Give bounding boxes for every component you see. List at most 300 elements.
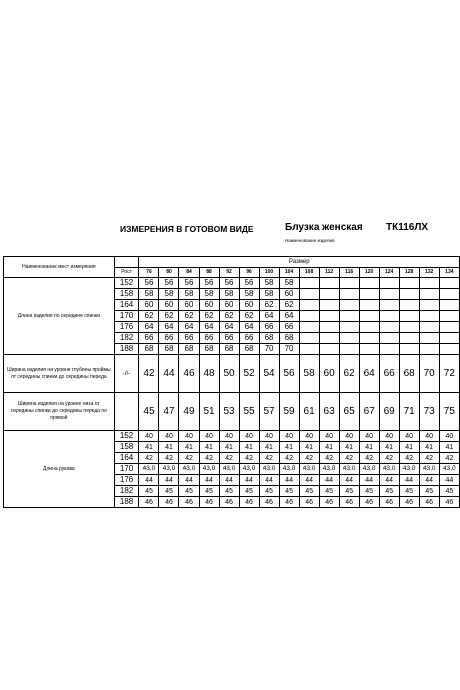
- value-cell: 44: [139, 475, 159, 486]
- value-cell: 66: [219, 333, 239, 344]
- value-cell: 41: [259, 442, 279, 453]
- product-caption: Наименование изделия: [285, 238, 335, 243]
- size-header-cell: 124: [379, 268, 399, 278]
- value-cell: 42: [159, 453, 179, 464]
- value-cell: 64: [279, 311, 299, 322]
- value-cell: [399, 311, 419, 322]
- height-cell: 176: [114, 475, 139, 486]
- value-cell: 45: [339, 486, 359, 497]
- value-cell: 68: [279, 333, 299, 344]
- value-cell: [299, 311, 319, 322]
- value-cell: 40: [139, 431, 159, 442]
- size-header-cell: 134: [439, 268, 459, 278]
- value-cell: 45: [219, 486, 239, 497]
- value-cell: 45: [379, 486, 399, 497]
- value-cell: 40: [299, 431, 319, 442]
- value-cell: 43,0: [139, 464, 159, 475]
- value-cell: 42: [199, 453, 219, 464]
- value-cell: 43,0: [259, 464, 279, 475]
- value-cell: 56: [279, 355, 299, 393]
- value-cell: 66: [199, 333, 219, 344]
- value-cell: 66: [239, 333, 259, 344]
- value-cell: 42: [359, 453, 379, 464]
- measurement-name: Длина рукава: [4, 431, 115, 508]
- value-cell: 44: [319, 475, 339, 486]
- value-cell: 44: [239, 475, 259, 486]
- value-cell: 46: [279, 497, 299, 508]
- value-cell: 48: [199, 355, 219, 393]
- value-cell: 46: [339, 497, 359, 508]
- value-cell: 58: [179, 289, 199, 300]
- value-cell: 41: [399, 442, 419, 453]
- value-cell: [319, 278, 339, 289]
- value-cell: [439, 289, 459, 300]
- product-code: ТК116ЛХ: [386, 222, 429, 233]
- value-cell: 68: [159, 344, 179, 355]
- value-cell: [379, 300, 399, 311]
- value-cell: 42: [139, 453, 159, 464]
- value-cell: 41: [279, 442, 299, 453]
- value-cell: [379, 289, 399, 300]
- value-cell: 40: [259, 431, 279, 442]
- value-cell: 42: [239, 453, 259, 464]
- value-cell: 60: [199, 300, 219, 311]
- value-cell: 41: [439, 442, 459, 453]
- value-cell: 58: [259, 289, 279, 300]
- value-cell: 68: [239, 344, 259, 355]
- height-cell: 158: [114, 289, 139, 300]
- value-cell: 64: [239, 322, 259, 333]
- value-cell: [379, 311, 399, 322]
- value-cell: 58: [279, 278, 299, 289]
- value-cell: [359, 278, 379, 289]
- value-cell: [399, 322, 419, 333]
- value-cell: 45: [419, 486, 439, 497]
- value-cell: 73: [419, 393, 439, 431]
- size-header-cell: 104: [279, 268, 299, 278]
- value-cell: 62: [219, 311, 239, 322]
- value-cell: 40: [379, 431, 399, 442]
- value-cell: 60: [159, 300, 179, 311]
- value-cell: 44: [159, 355, 179, 393]
- value-cell: 42: [439, 453, 459, 464]
- value-cell: 43,0: [439, 464, 459, 475]
- value-cell: [379, 322, 399, 333]
- size-header-cell: 120: [359, 268, 379, 278]
- value-cell: 43,0: [319, 464, 339, 475]
- value-cell: [319, 300, 339, 311]
- value-cell: [299, 344, 319, 355]
- value-cell: 43,0: [159, 464, 179, 475]
- value-cell: 70: [279, 344, 299, 355]
- value-cell: [379, 333, 399, 344]
- value-cell: 72: [439, 355, 459, 393]
- value-cell: 43,0: [399, 464, 419, 475]
- value-cell: 42: [419, 453, 439, 464]
- value-cell: 62: [279, 300, 299, 311]
- value-cell: 41: [339, 442, 359, 453]
- size-header-cell: 96: [239, 268, 259, 278]
- value-cell: 58: [219, 289, 239, 300]
- value-cell: 58: [299, 355, 319, 393]
- value-cell: 45: [299, 486, 319, 497]
- value-cell: [319, 344, 339, 355]
- value-cell: 56: [239, 278, 259, 289]
- col-name-header: Наименование мест измерения: [4, 257, 115, 278]
- value-cell: 58: [239, 289, 259, 300]
- value-cell: 43,0: [379, 464, 399, 475]
- value-cell: [419, 289, 439, 300]
- value-cell: 44: [279, 475, 299, 486]
- value-cell: [339, 278, 359, 289]
- value-cell: 64: [199, 322, 219, 333]
- value-cell: 46: [379, 497, 399, 508]
- value-cell: 44: [399, 475, 419, 486]
- value-cell: 62: [259, 300, 279, 311]
- value-cell: 64: [179, 322, 199, 333]
- value-cell: 46: [199, 497, 219, 508]
- value-cell: 44: [359, 475, 379, 486]
- value-cell: 46: [159, 497, 179, 508]
- value-cell: 54: [259, 355, 279, 393]
- value-cell: [339, 311, 359, 322]
- rost-label: Рост: [114, 268, 139, 278]
- value-cell: 41: [319, 442, 339, 453]
- value-cell: 43,0: [419, 464, 439, 475]
- value-cell: 60: [279, 289, 299, 300]
- value-cell: 46: [179, 497, 199, 508]
- header-row: [4, 257, 460, 268]
- value-cell: 47: [159, 393, 179, 431]
- value-cell: [439, 300, 459, 311]
- height-cell: 164: [114, 300, 139, 311]
- value-cell: 66: [139, 333, 159, 344]
- value-cell: 55: [239, 393, 259, 431]
- value-cell: 46: [359, 497, 379, 508]
- height-cell: 152: [114, 431, 139, 442]
- value-cell: 60: [179, 300, 199, 311]
- value-cell: [399, 333, 419, 344]
- value-cell: 43,0: [299, 464, 319, 475]
- value-cell: [399, 278, 419, 289]
- value-cell: 44: [299, 475, 319, 486]
- value-cell: 42: [319, 453, 339, 464]
- value-cell: 45: [139, 486, 159, 497]
- value-cell: 68: [199, 344, 219, 355]
- value-cell: 44: [219, 475, 239, 486]
- value-cell: [379, 344, 399, 355]
- value-cell: 59: [279, 393, 299, 431]
- value-cell: 43,0: [179, 464, 199, 475]
- value-cell: 68: [219, 344, 239, 355]
- value-cell: 42: [259, 453, 279, 464]
- height-cell: 176: [114, 322, 139, 333]
- value-cell: 60: [239, 300, 259, 311]
- value-cell: 66: [379, 355, 399, 393]
- value-cell: 62: [199, 311, 219, 322]
- value-cell: 67: [359, 393, 379, 431]
- value-cell: 43,0: [239, 464, 259, 475]
- value-cell: 70: [419, 355, 439, 393]
- value-cell: 53: [219, 393, 239, 431]
- value-cell: [359, 344, 379, 355]
- value-cell: 44: [179, 475, 199, 486]
- height-cell: 182: [114, 333, 139, 344]
- value-cell: [439, 333, 459, 344]
- value-cell: [419, 333, 439, 344]
- value-cell: 49: [179, 393, 199, 431]
- measurement-name: Длина изделия по середине спинки: [4, 278, 115, 355]
- value-cell: 41: [219, 442, 239, 453]
- value-cell: 46: [259, 497, 279, 508]
- value-cell: 61: [299, 393, 319, 431]
- value-cell: 45: [139, 393, 159, 431]
- value-cell: 68: [139, 344, 159, 355]
- height-cell: 182: [114, 486, 139, 497]
- value-cell: 42: [299, 453, 319, 464]
- value-cell: 42: [339, 453, 359, 464]
- table-row: [4, 431, 460, 442]
- value-cell: 56: [219, 278, 239, 289]
- value-cell: 41: [199, 442, 219, 453]
- value-cell: 64: [359, 355, 379, 393]
- value-cell: [419, 344, 439, 355]
- value-cell: [339, 344, 359, 355]
- value-cell: [339, 289, 359, 300]
- value-cell: [339, 322, 359, 333]
- size-header-cell: 76: [139, 268, 159, 278]
- height-cell: -//-: [114, 355, 139, 393]
- size-header-cell: 112: [319, 268, 339, 278]
- value-cell: 60: [139, 300, 159, 311]
- value-cell: 60: [319, 355, 339, 393]
- value-cell: 46: [179, 355, 199, 393]
- value-cell: [299, 289, 319, 300]
- value-cell: [419, 311, 439, 322]
- value-cell: 45: [319, 486, 339, 497]
- value-cell: 45: [259, 486, 279, 497]
- value-cell: 40: [319, 431, 339, 442]
- value-cell: 46: [439, 497, 459, 508]
- value-cell: 43,0: [339, 464, 359, 475]
- height-cell: 170: [114, 464, 139, 475]
- size-header-cell: 84: [179, 268, 199, 278]
- measurement-name: Ширина изделия на уровне низа от середины спинки до середины переда по прямой: [4, 393, 115, 431]
- value-cell: 45: [359, 486, 379, 497]
- height-cell: 158: [114, 442, 139, 453]
- value-cell: [439, 344, 459, 355]
- value-cell: [399, 300, 419, 311]
- value-cell: [299, 278, 319, 289]
- value-cell: 69: [379, 393, 399, 431]
- value-cell: 60: [219, 300, 239, 311]
- value-cell: 56: [199, 278, 219, 289]
- sheet-title: ИЗМЕРЕНИЯ В ГОТОВОМ ВИДЕ: [120, 224, 254, 234]
- value-cell: 56: [159, 278, 179, 289]
- value-cell: 56: [179, 278, 199, 289]
- value-cell: 64: [259, 311, 279, 322]
- value-cell: 42: [179, 453, 199, 464]
- value-cell: 44: [159, 475, 179, 486]
- value-cell: 40: [359, 431, 379, 442]
- value-cell: [419, 300, 439, 311]
- value-cell: 64: [139, 322, 159, 333]
- value-cell: 68: [259, 333, 279, 344]
- height-cell: 188: [114, 497, 139, 508]
- size-header-cell: 92: [219, 268, 239, 278]
- size-header-cell: 132: [419, 268, 439, 278]
- size-header-cell: 80: [159, 268, 179, 278]
- value-cell: 40: [199, 431, 219, 442]
- value-cell: [319, 311, 339, 322]
- value-cell: 40: [419, 431, 439, 442]
- value-cell: [339, 300, 359, 311]
- value-cell: 64: [219, 322, 239, 333]
- value-cell: 41: [359, 442, 379, 453]
- blank-cell: [114, 257, 139, 268]
- value-cell: 66: [179, 333, 199, 344]
- value-cell: 46: [299, 497, 319, 508]
- value-cell: 56: [139, 278, 159, 289]
- value-cell: 65: [339, 393, 359, 431]
- value-cell: 45: [399, 486, 419, 497]
- height-cell: 152: [114, 278, 139, 289]
- value-cell: [319, 322, 339, 333]
- value-cell: [359, 289, 379, 300]
- value-cell: 41: [299, 442, 319, 453]
- size-table: [3, 256, 460, 508]
- value-cell: [359, 311, 379, 322]
- value-cell: 46: [319, 497, 339, 508]
- height-cell: 164: [114, 453, 139, 464]
- size-header-cell: 128: [399, 268, 419, 278]
- value-cell: [419, 278, 439, 289]
- value-cell: [399, 289, 419, 300]
- value-cell: 40: [239, 431, 259, 442]
- value-cell: 45: [179, 486, 199, 497]
- value-cell: 40: [279, 431, 299, 442]
- value-cell: 45: [199, 486, 219, 497]
- table-row: [4, 278, 460, 289]
- value-cell: 40: [439, 431, 459, 442]
- value-cell: 62: [139, 311, 159, 322]
- value-cell: 58: [159, 289, 179, 300]
- value-cell: 46: [219, 497, 239, 508]
- value-cell: 46: [399, 497, 419, 508]
- value-cell: 40: [179, 431, 199, 442]
- value-cell: 45: [239, 486, 259, 497]
- value-cell: [439, 278, 459, 289]
- value-cell: [319, 333, 339, 344]
- value-cell: 70: [259, 344, 279, 355]
- value-cell: [299, 333, 319, 344]
- value-cell: [339, 333, 359, 344]
- value-cell: 42: [279, 453, 299, 464]
- value-cell: 46: [239, 497, 259, 508]
- value-cell: 66: [259, 322, 279, 333]
- measurement-name: Ширина изделия на уровне глубины проймы от середины спинки до середины переда: [4, 355, 115, 393]
- size-header-cell: 100: [259, 268, 279, 278]
- value-cell: 46: [419, 497, 439, 508]
- height-cell: 188: [114, 344, 139, 355]
- value-cell: [359, 333, 379, 344]
- value-cell: 40: [159, 431, 179, 442]
- product-name: Блузка женская: [285, 222, 363, 233]
- value-cell: [299, 300, 319, 311]
- value-cell: [439, 311, 459, 322]
- value-cell: 42: [219, 453, 239, 464]
- value-cell: 62: [159, 311, 179, 322]
- value-cell: 58: [199, 289, 219, 300]
- value-cell: 44: [439, 475, 459, 486]
- value-cell: 41: [419, 442, 439, 453]
- value-cell: 43,0: [199, 464, 219, 475]
- value-cell: 66: [279, 322, 299, 333]
- value-cell: [379, 278, 399, 289]
- size-header-cell: 88: [199, 268, 219, 278]
- value-cell: 62: [339, 355, 359, 393]
- size-header: Размер: [139, 257, 460, 268]
- value-cell: [399, 344, 419, 355]
- value-cell: 41: [239, 442, 259, 453]
- value-cell: [359, 322, 379, 333]
- value-cell: 71: [399, 393, 419, 431]
- value-cell: 44: [199, 475, 219, 486]
- value-cell: 45: [439, 486, 459, 497]
- table-row: [4, 355, 460, 393]
- value-cell: 44: [419, 475, 439, 486]
- value-cell: 42: [139, 355, 159, 393]
- height-cell: [114, 393, 139, 431]
- value-cell: 41: [159, 442, 179, 453]
- value-cell: [419, 322, 439, 333]
- value-cell: 44: [259, 475, 279, 486]
- value-cell: [439, 322, 459, 333]
- value-cell: 45: [279, 486, 299, 497]
- table-row: [4, 393, 460, 431]
- value-cell: 41: [179, 442, 199, 453]
- value-cell: 68: [399, 355, 419, 393]
- value-cell: 43,0: [359, 464, 379, 475]
- value-cell: 62: [239, 311, 259, 322]
- value-cell: [299, 322, 319, 333]
- value-cell: [359, 300, 379, 311]
- size-header-cell: 116: [339, 268, 359, 278]
- value-cell: 41: [379, 442, 399, 453]
- value-cell: 40: [219, 431, 239, 442]
- value-cell: 45: [159, 486, 179, 497]
- value-cell: 42: [379, 453, 399, 464]
- value-cell: 50: [219, 355, 239, 393]
- value-cell: 40: [399, 431, 419, 442]
- value-cell: 41: [139, 442, 159, 453]
- size-header-cell: 108: [299, 268, 319, 278]
- value-cell: 51: [199, 393, 219, 431]
- value-cell: 68: [179, 344, 199, 355]
- value-cell: 66: [159, 333, 179, 344]
- value-cell: 75: [439, 393, 459, 431]
- value-cell: 40: [339, 431, 359, 442]
- value-cell: 64: [159, 322, 179, 333]
- value-cell: 46: [139, 497, 159, 508]
- value-cell: 58: [139, 289, 159, 300]
- value-cell: 42: [399, 453, 419, 464]
- value-cell: 62: [179, 311, 199, 322]
- value-cell: 44: [339, 475, 359, 486]
- value-cell: 43,0: [219, 464, 239, 475]
- height-cell: 170: [114, 311, 139, 322]
- value-cell: 44: [379, 475, 399, 486]
